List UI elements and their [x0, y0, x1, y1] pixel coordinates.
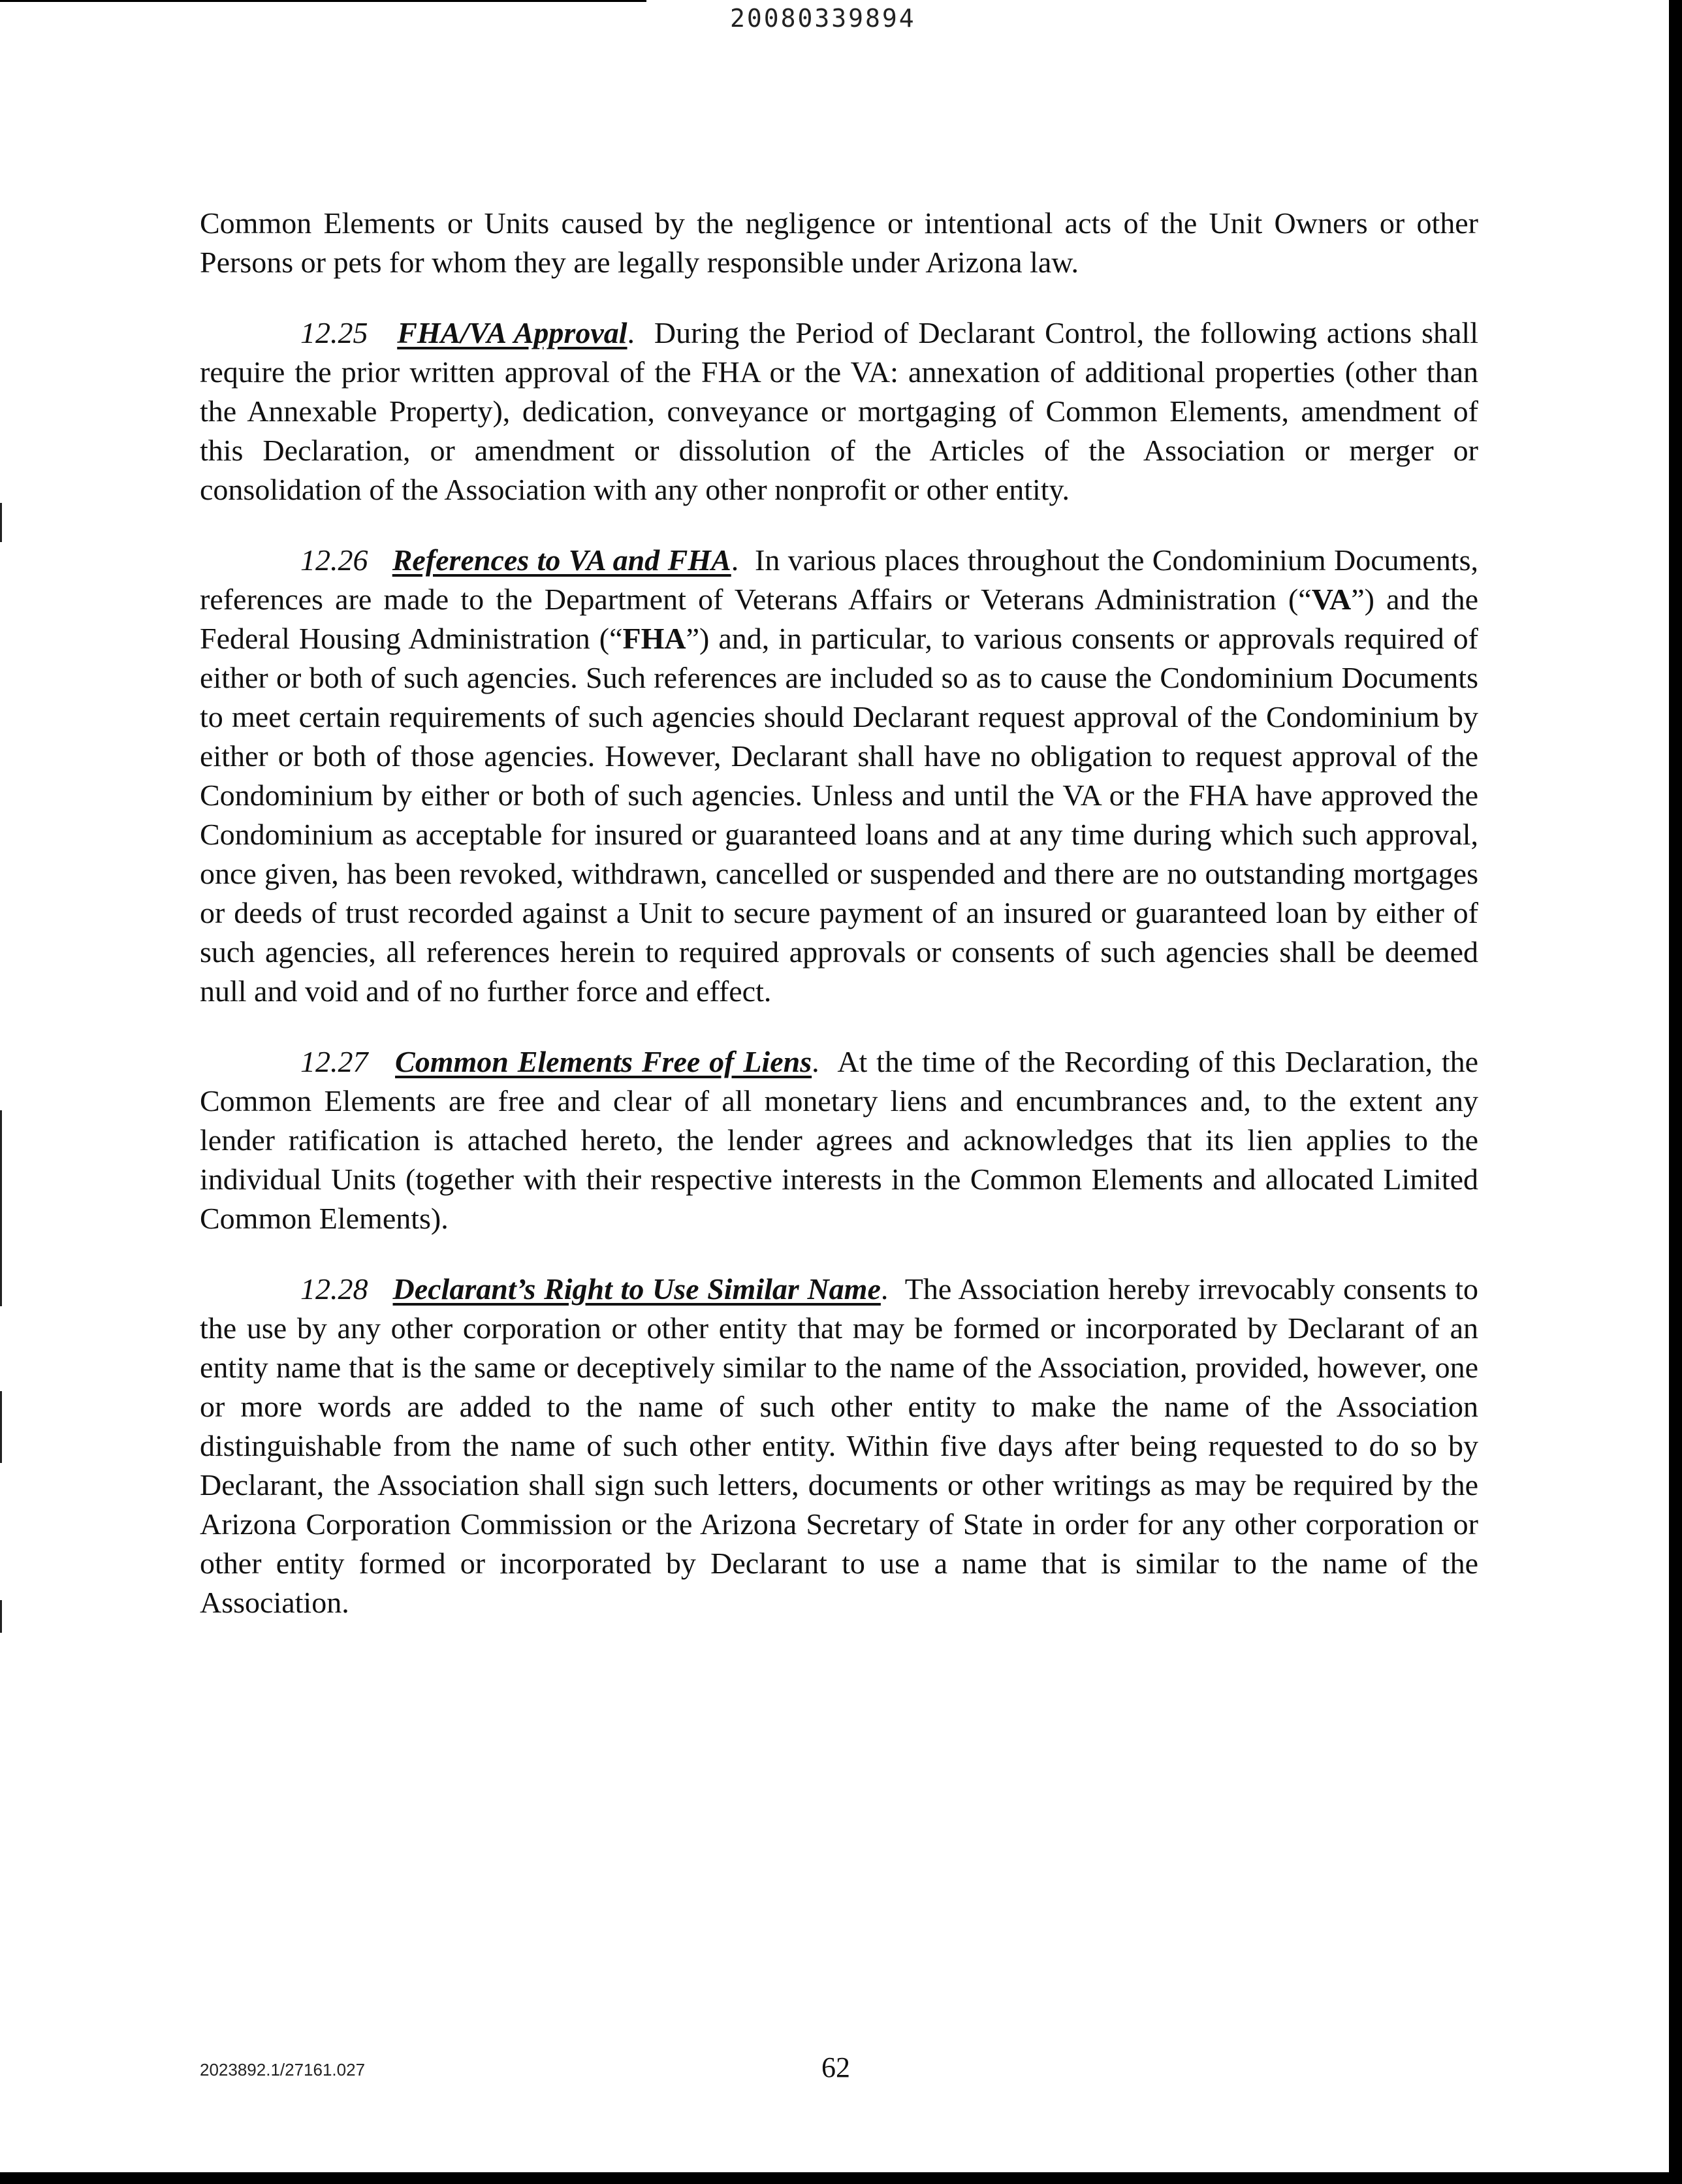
section-number: 12.25 — [300, 316, 368, 349]
section-title: Declarant’s Right to Use Similar Name — [392, 1272, 881, 1306]
scan-left-mark — [0, 1391, 2, 1463]
section-title: Common Elements Free of Liens — [395, 1045, 812, 1078]
section-12-28: 12.28 Declarant’s Right to Use Similar Name. The Association hereby irrevocably consents to the use by any other corporation or other entity that may be formed or incorporated by Declarant of an entity name that is the same or deceptively similar to the name of the Association, provided, however, one or more words are added to the name of such other entity to make the name of the Association distinguishable from the name of such other entity. Within five days after being requested to do so by Declarant, the Association shall sign such letters, documents or other writings as may be required by the Arizona Corporation Commission or the Arizona Secretary of State in order for any other corporation or other entity formed or incorporated by Declarant to use a name that is similar to the name of the Association. — [200, 1272, 1479, 1619]
section-text: In various places throughout the Condominium Documents, references are made to the Department of Veterans Affairs or Veterans Administration (“ — [200, 543, 1479, 616]
section-number: 12.28 — [300, 1272, 368, 1306]
section-number: 12.27 — [300, 1045, 368, 1078]
document-body — [200, 204, 1478, 1654]
footer-document-id: 2023892.1/27161.027 — [200, 2060, 366, 2080]
section-number: 12.26 — [300, 543, 368, 577]
section-text: The Association hereby irrevocably consents to the use by any other corporation or other entity that may be formed or incorporated by Declarant of an entity name that is the same or deceptively similar to the name of the Association, provided, however, one or more words are added to the name of such other entity to make the name of the Association distinguishable from the name of such other entity. Within five days after being requested to do so by Declarant, the Association shall sign such letters, documents or other writings as may be required by the Arizona Corporation Commission or the Arizona Secretary of State in order for any other corporation or other entity formed or incorporated by Declarant to use a name that is similar to the name of the Association. — [200, 1272, 1479, 1619]
scan-left-mark — [0, 1600, 2, 1633]
scan-bottom-border — [0, 2172, 1682, 2184]
intro-paragraph: Common Elements or Units caused by the negligence or intentional acts of the Unit Owners or other Persons or pets for whom they are legally responsible under Arizona law. — [200, 206, 1478, 279]
section-term-fha: FHA — [622, 622, 686, 655]
section-text: ”) and, in particular, to various consents or approvals required of either or both of such agencies. Such references are included so as to cause the Condominium Documents to meet certain requirements of such agencies should Declarant request approval of the Condominium by either or both of those agencies. However, Declarant shall have no obligation to request approval of the Condominium by either or both of such agencies. Unless and until the VA or the FHA have approved the Condominium as acceptable for insured or guaranteed loans and at any time during which such approval, once given, has been revoked, withdrawn, cancelled or suspended and there are no outstanding mortgages or deeds of trust recorded against a Unit to secure payment of an insured or guaranteed loan by either of such agencies, all references herein to required approvals or consents of such agencies shall be deemed null and void and of no further force and effect. — [200, 622, 1479, 1008]
section-text: During the Period of Declarant Control, the following actions shall require the prior written approval of the FHA or the VA: annexation of additional properties (other than the Annexable Property), dedication, conveyance or mortgaging of Common Elements, amendment of this Declaration, or amendment or dissolution of the Articles of the Association or merger or consolidation of the Association with any other nonprofit or other entity. — [200, 316, 1478, 506]
section-title: References to VA and FHA — [392, 543, 731, 577]
section-title: FHA/VA Approval — [397, 316, 627, 349]
section-12-26: 12.26 References to VA and FHA. In various places throughout the Condominium Documents, references are made to the Department of Veterans Affairs or Veterans Administration (“VA”) and the Federal Housing Administration (“FHA”) and, in particular, to various consents or approvals required of either or both of such agencies. Such references are included so as to cause the Condominium Documents to meet certain requirements of such agencies should Declarant request approval of the Condominium by either or both of those agencies. However, Declarant shall have no obligation to request approval of the Condominium by either or both of such agencies. Unless and until the VA or the FHA have approved the Condominium as acceptable for insured or guaranteed loans and at any time during which such approval, once given, has been revoked, withdrawn, cancelled or suspended and there are no outstanding mortgages or deeds of trust recorded against a Unit to secure payment of an insured or guaranteed loan by either of such agencies, all references herein to required approvals or consents of such agencies shall be deemed null and void and of no further force and effect. — [200, 543, 1479, 1008]
section-text: At the time of the Recording of this Declaration, the Common Elements are free and clear of all monetary liens and encumbrances and, to the extent any lender ratification is attached hereto, the lender agrees and acknowledges that its lien applies to the individual Units (together with their respective interests in the Common Elements and allocated Limited Common Elements). — [200, 1045, 1479, 1235]
scan-left-mark — [0, 1110, 2, 1306]
scan-right-border — [1669, 0, 1682, 2184]
recording-number: 20080339894 — [730, 4, 916, 33]
section-12-27: 12.27 Common Elements Free of Liens. At the time of the Recording of this Declaration, the Common Elements are free and clear of all monetary liens and encumbrances and, to the extent any lender ratification is attached hereto, the lender agrees and acknowledges that its lien applies to the individual Units (together with their respective interests in the Common Elements and allocated Limited Common Elements). — [200, 1045, 1479, 1235]
section-12-25: 12.25 FHA/VA Approval. During the Period of Declarant Control, the following actions shall require the prior written approval of the FHA or the VA: annexation of additional properties (other than the Annexable Property), dedication, conveyance or mortgaging of Common Elements, amendment of this Declaration, or amendment or dissolution of the Articles of the Association or merger or consolidation of the Association with any other nonprofit or other entity. — [200, 316, 1478, 506]
scan-left-mark — [0, 503, 2, 542]
scan-top-rule — [0, 0, 646, 2]
page-number: 62 — [821, 2051, 850, 2083]
section-text: ”) and the Federal Housing Administration (“ — [200, 583, 1478, 655]
section-term-va: VA — [1311, 583, 1352, 616]
